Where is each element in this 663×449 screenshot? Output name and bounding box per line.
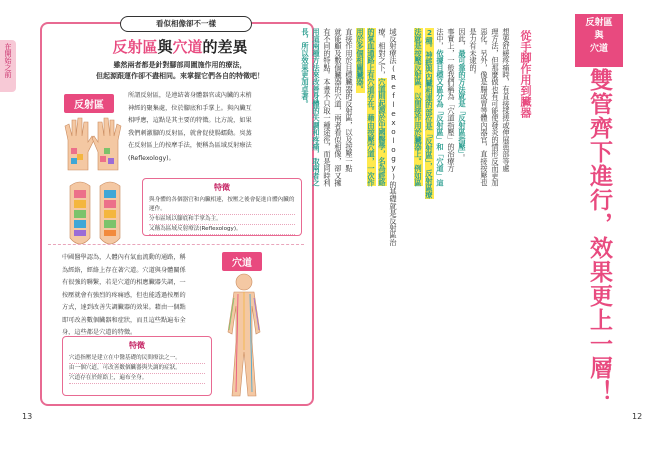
divider xyxy=(48,244,304,245)
feature-item: 與身體的各個器官和內臟相連，按壓之後會促進自體內臟的運作。 xyxy=(149,196,295,215)
text-line: 身，這些都是穴道的特徵。 xyxy=(62,329,137,336)
feature-item: 穴道指壓是建立在中醫基礎的民間療法之一。 xyxy=(69,354,205,364)
body-col: 直接作用於目標臟器的反射區，以及按壓一點 xyxy=(345,28,354,172)
col-highlight: 法就是按壓反射區，以間接作用於臟器上。例如區 xyxy=(414,28,423,187)
col-text: 因此， xyxy=(458,28,467,50)
body-col xyxy=(413,28,423,186)
body-col xyxy=(457,28,467,161)
text-line: 有很強的聯繫，若是穴道的相應臟器失調，一 xyxy=(62,279,186,286)
subtitle-line: 雖然兩者都是針對腳部周圍施作用的療法， xyxy=(113,61,247,69)
title-box-line: 穴道 xyxy=(589,44,608,54)
acupoint-features-box xyxy=(62,336,212,396)
left-foot-icon xyxy=(70,182,90,244)
col-highlight: 穴道則起源於中國醫學，名為經絡 xyxy=(378,78,387,187)
reflex-features-box xyxy=(142,178,302,236)
text-line: (Reflexology)。 xyxy=(128,154,175,162)
text-line: 神經的聚集處，位於腳底和手掌上。與內臟互 xyxy=(128,104,252,112)
right-page-title: 雙管齊下進行，效果更上一層！ xyxy=(586,68,612,404)
col-highlight: 2種。 xyxy=(425,28,434,52)
left-page-number: 13 xyxy=(22,412,33,421)
chapter-side-tab xyxy=(0,40,16,92)
subtitle-line: 但起源跟運作卻不盡相同。來掌握它們各自的特徵吧！ xyxy=(96,72,264,80)
acupoint-tag: 穴道 xyxy=(222,252,262,271)
title-reflex: 反射區 xyxy=(112,38,158,56)
right-foot-icon xyxy=(100,182,120,244)
body-col: 理方法，但那麼做也有可能使發炎的情形反而更加 xyxy=(491,28,500,187)
text-line: 在反射區上的按摩手法，便稱為區域反射療法 xyxy=(128,142,252,149)
right-title-box xyxy=(575,14,623,67)
body-col xyxy=(366,28,376,186)
body-meridian-illustration xyxy=(216,272,272,400)
feet-illustration xyxy=(66,178,124,250)
feature-item: 由一個穴道，可改善數個臟器與失調的症狀。 xyxy=(69,364,205,374)
reflex-description xyxy=(128,90,300,165)
text-line: 相呼應，這點是其主要的特徵。比方說，如果 xyxy=(128,117,252,124)
col-highlight: 用這兩種方法來改善身體的失調和疼痛，取兩者之 xyxy=(312,28,321,187)
body-col xyxy=(424,28,434,199)
body-col: 想要舒緩疼痛時，有直接揉搓或伸展患部等處 xyxy=(502,28,511,172)
title-acupoint: 穴道 xyxy=(172,38,203,56)
text-line: 按壓就會有強烈的疼痛感，但也能透過按壓的 xyxy=(62,291,186,299)
reflex-features-title: 特徵 xyxy=(214,183,230,192)
banner: 看似相像卻不一樣 xyxy=(120,16,252,32)
title-box-line: 反射區 xyxy=(585,18,613,28)
hands-illustration xyxy=(62,112,124,172)
body-col: 就能顧及數個臟器的穴道，兩者看似相像，卻又擁 xyxy=(334,28,343,187)
acupoint-features-title: 特徵 xyxy=(129,341,145,350)
side-tab-label: 在開始之前 xyxy=(4,43,12,78)
body-col xyxy=(355,28,365,93)
feature-item: 穴道存在於經絡上，遍布全身。 xyxy=(69,374,205,384)
title-box-line: 與 xyxy=(594,31,604,41)
body-col: 有不同的特點。本書不只取一種途徑，而是同時利 xyxy=(323,28,332,187)
col-text: 。 xyxy=(458,154,467,162)
body-col: 是力有未逮的。 xyxy=(469,28,478,79)
acupoint-description xyxy=(62,252,212,340)
title-and: 與 xyxy=(157,38,173,56)
col-highlight: 長，所以效果更加卓著。 xyxy=(301,28,310,108)
feature-item: 分布區域以腳底和手掌為主。 xyxy=(149,215,295,225)
left-hand-icon xyxy=(65,118,95,170)
right-page-number: 12 xyxy=(632,412,643,421)
text-line: 即可改善數個臟器和症狀，而且這些點遍布全 xyxy=(62,316,186,324)
page-title xyxy=(80,36,280,57)
col-text: 法中， xyxy=(436,28,445,50)
right-hand-icon xyxy=(92,118,121,170)
text-line: 所謂反射區，是連結著身體器官或內臟的末梢 xyxy=(128,92,252,99)
col-highlight: 最可靠的方法就是「反射區指壓」 xyxy=(458,49,467,155)
col-highlight: 依據目標又區分為「反射區」和「穴道」這 xyxy=(436,49,445,187)
body-col: 事實上，一般我們稱為「穴道指壓」的治療方 xyxy=(447,28,456,172)
col-highlight: 的氣血通路上有穴道存在。藉由按壓穴道，一次作 xyxy=(367,28,376,187)
reflex-tag: 反射區 xyxy=(64,94,114,113)
head-icon xyxy=(236,274,252,290)
section-heading: 從手腳作用到臟器 xyxy=(519,30,532,118)
body-col: 惡化。另外，像是腸或胃等體內器官，直接按壓也 xyxy=(480,28,489,187)
text-line: 我們刺激腳的反射區，就會促使腸蠕動。臭蒸 xyxy=(128,129,252,137)
body-col xyxy=(377,28,387,186)
text-line: 方式，達到改善失調臟器的效果。藉由一個點 xyxy=(62,304,186,311)
col-highlight: 神經與內臟相連的部位是「反射區」，反射區療 xyxy=(425,51,434,200)
subtitle xyxy=(60,60,300,82)
title-diff: 的差異 xyxy=(202,38,248,56)
col-highlight: 用於多個相關臟器。 xyxy=(356,28,365,93)
body-col xyxy=(311,28,321,186)
text-line: 為經絡，經絡上存在著穴道。穴道與身體關係 xyxy=(62,266,186,274)
text-line: 中國醫學認為，人體內有氣血流動的通路，稱 xyxy=(62,254,186,261)
body-col xyxy=(300,28,310,107)
body-col xyxy=(435,28,445,186)
col-text: 療。相對之下， xyxy=(378,28,387,79)
body-col: 域反射療法(Reflexology)的基礎就是反射區治 xyxy=(389,28,398,246)
feature-item: 又稱為區域反射療法(Reflexology)。 xyxy=(149,225,295,235)
